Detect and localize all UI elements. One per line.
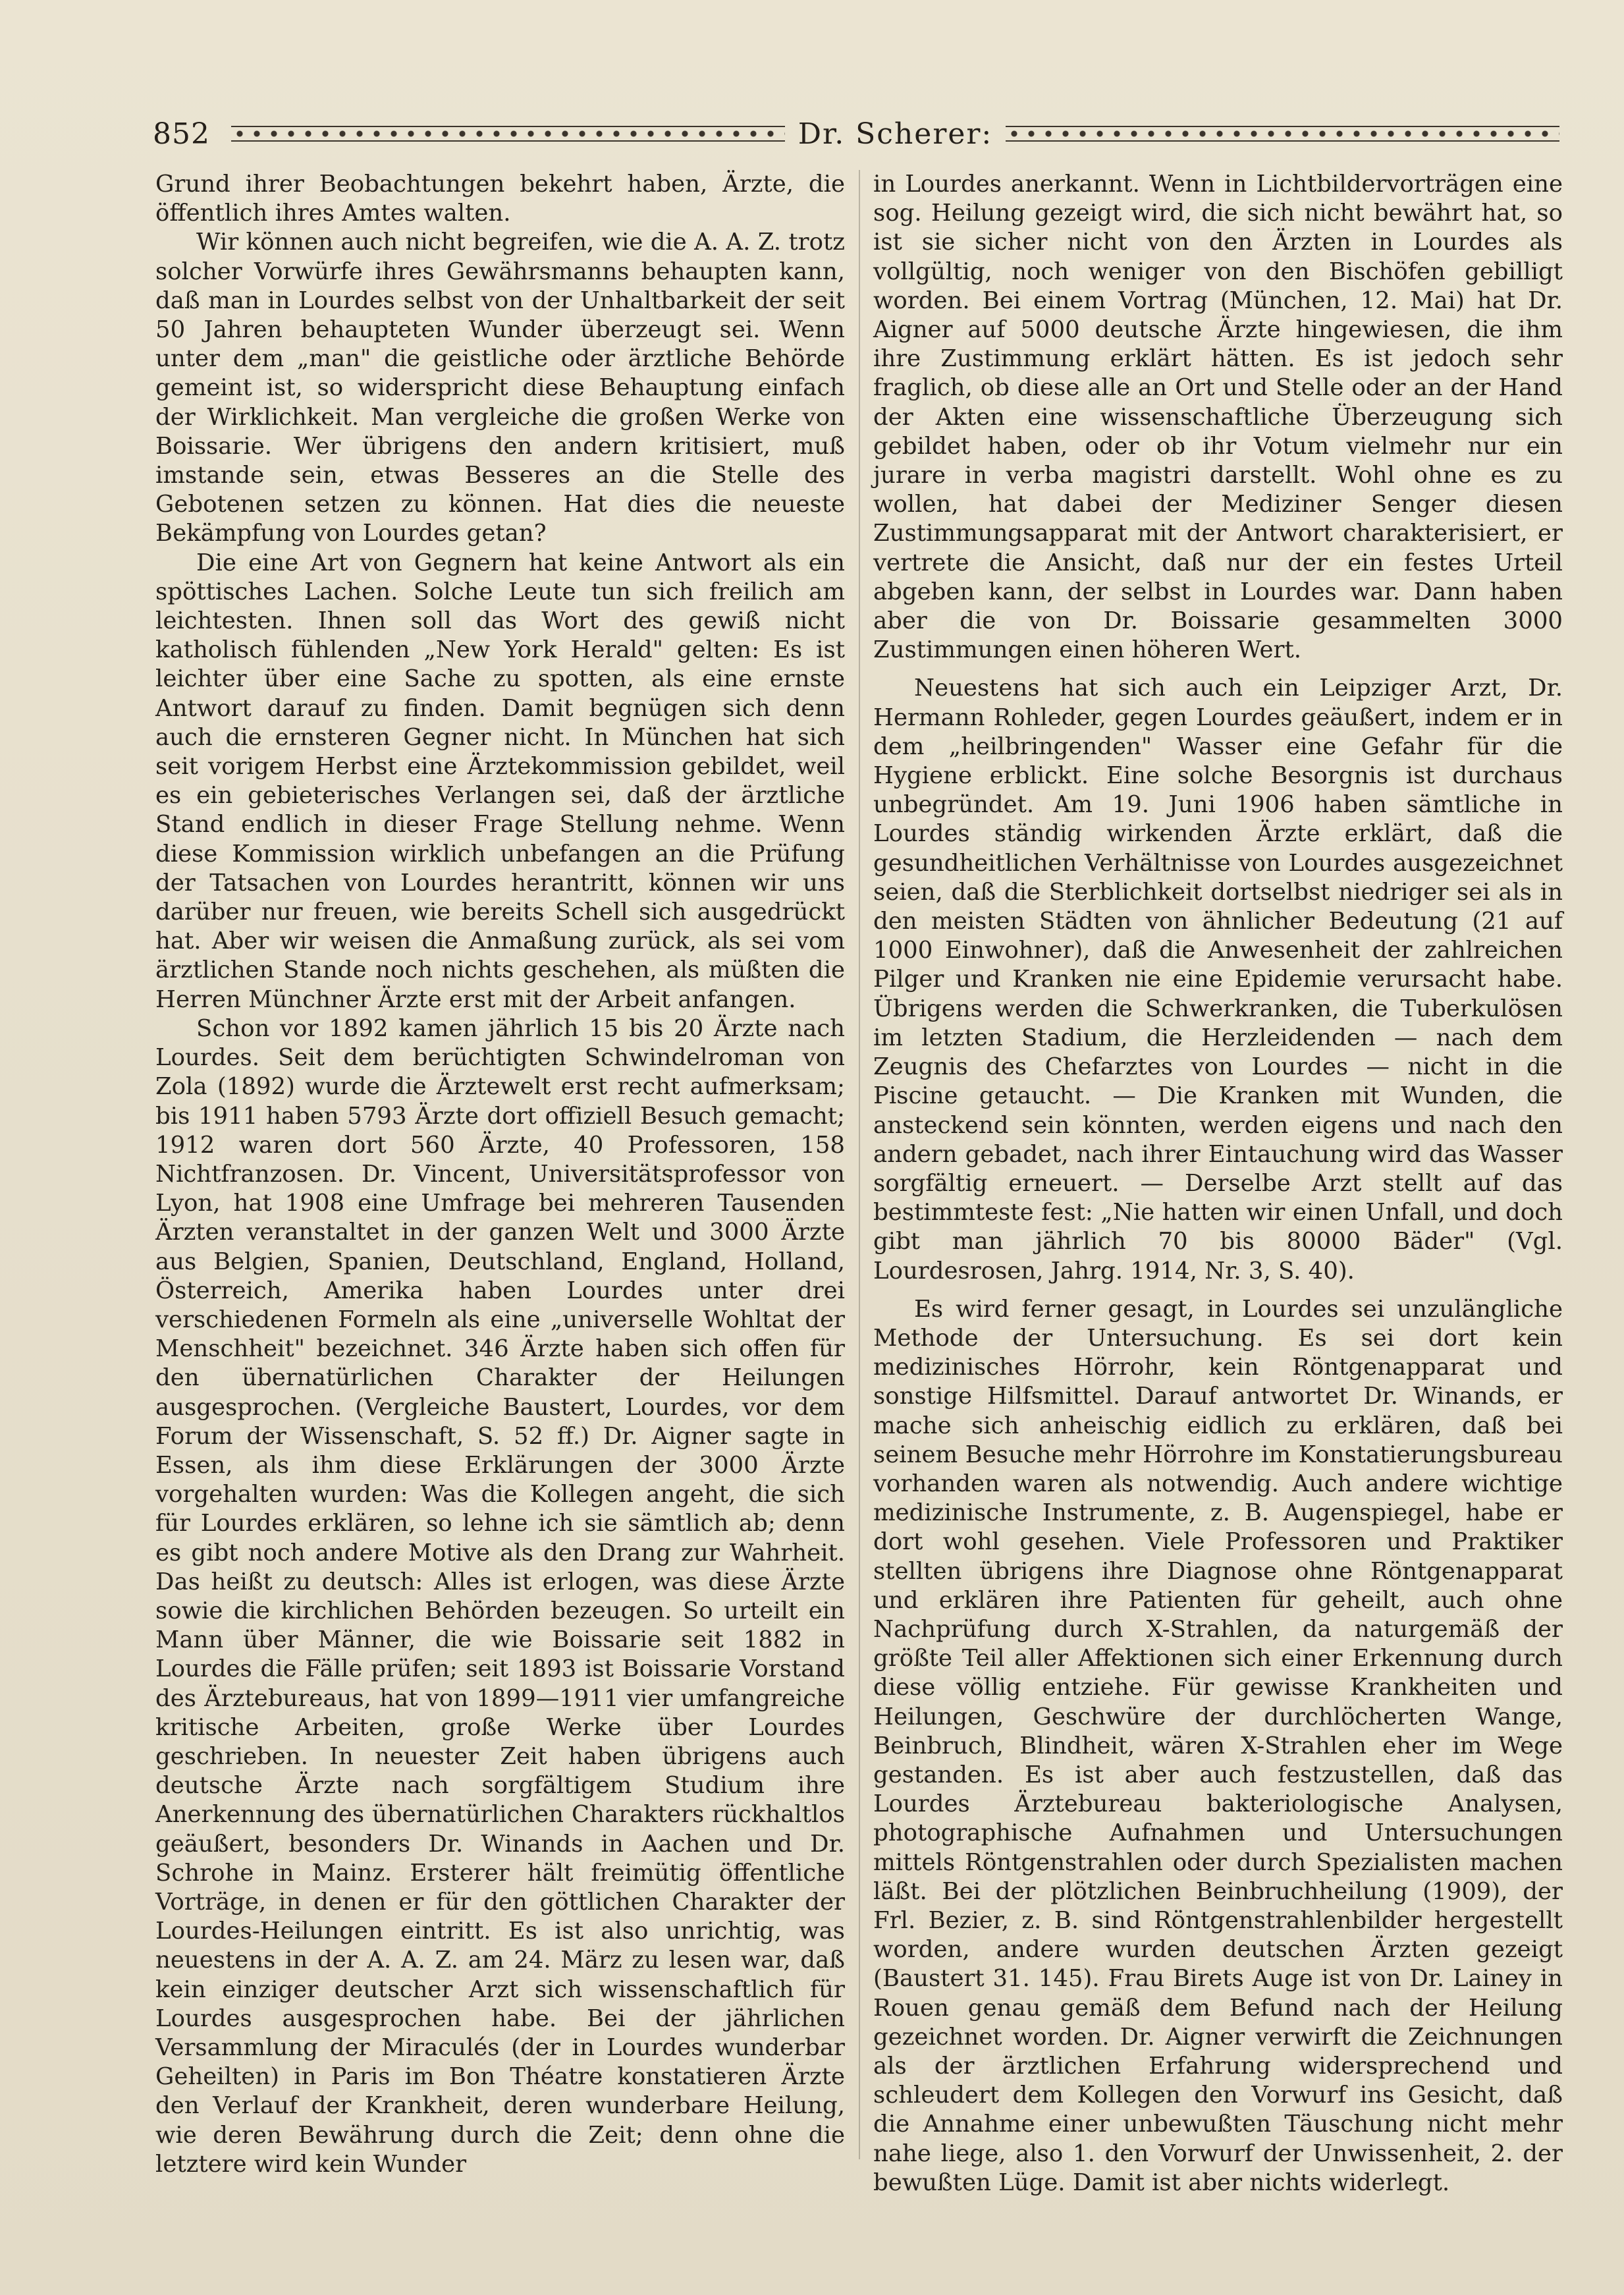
paragraph: Wir können auch nicht begreifen, wie die A. A. Z. trotz solcher Vorwürfe ihres Gewährsmanns behaupten kann, daß man in Lourdes selbst von der Unhaltbarkeit der seit 50 Jahren behaupteten Wunder überzeugt sei. Wenn unter dem „man" die geistliche oder ärztliche Behörde gemeint ist, so widerspricht diese Behauptung einfach der Wirklichkeit. Man vergleiche die großen Werke von Boissarie. Wer übrigens den andern kritisiert, muß imstande sein, etwas Besseres an die Stelle des Gebotenen setzen zu können. Hat dies die neueste Bekämpfung von Lourdes getan? xyxy=(155,229,845,547)
paragraph: Die eine Art von Gegnern hat keine Antwort als ein spöttisches Lachen. Solche Leute tun sich freilich am leichtesten. Ihnen soll das Wort des gewiß nicht katholisch fühlenden „New York Herald" gelten: Es ist leichter über eine Sache zu spotten, als eine ernste Antwort darauf zu finden. Damit begnügen sich denn auch die ernsteren Gegner nicht. In München hat sich seit vorigem Herbst eine Ärztekommission gebildet, weil es ein gebieterisches Verlangen sei, daß der ärztliche Stand endlich in dieser Frage Stellung nehme. Wenn diese Kommission wirklich unbefangen an die Prüfung der Tatsachen von Lourdes herantritt, können wir uns darüber nur freuen, wie bereits Schell sich ausgedrückt hat. Aber wir weisen die Anmaßung zurück, als sei vom ärztlichen Stande noch nichts geschehen, als müßten die Herren Münchner Ärzte erst mit der Arbeit anfangen. xyxy=(155,549,845,1013)
paragraph: Grund ihrer Beobachtungen bekehrt haben, Ärzte, die öffentlich ihres Amtes walten. xyxy=(155,171,845,227)
ornament-rule-right xyxy=(1006,126,1559,142)
running-header xyxy=(153,111,1569,157)
left-column xyxy=(155,170,845,2179)
column-divider xyxy=(859,170,860,2159)
paragraph: in Lourdes anerkannt. Wenn in Lichtbildervorträgen eine sog. Heilung gezeigt wird, die sich nicht bewährt hat, so ist sie sicher nicht von den Ärzten in Lourdes als vollgültig, noch weniger von den Bischöfen gebilligt worden. Bei einem Vortrag (München, 12. Mai) hat Dr. Aigner auf 5000 deutsche Ärzte hingewiesen, die ihm ihre Zustimmung erklärt hätten. Es ist jedoch sehr fraglich, ob diese alle an Ort und Stelle oder an der Hand der Akten eine wissenschaftliche Überzeugung sich gebildet haben, oder ob ihr Votum vielmehr nur ein jurare in verba magistri darstellt. Wohl ohne es zu wollen, hat dabei der Mediziner Senger diesen Zustimmungsapparat mit der Antwort charakterisiert, er vertrete die Ansicht, daß nur der ein festes Urteil abgeben kann, der selbst in Lourdes war. Dann haben aber die von Dr. Boissarie gesammelten 3000 Zustimmungen einen höheren Wert. xyxy=(873,171,1563,664)
right-column xyxy=(873,170,1563,2198)
page-number: 852 xyxy=(153,117,210,151)
ornament-rule-left xyxy=(231,126,785,142)
paragraph: Schon vor 1892 kamen jährlich 15 bis 20 Ärzte nach Lourdes. Seit dem berüchtigten Schwindelroman von Zola (1892) wurde die Ärztewelt erst recht aufmerksam; bis 1911 haben 5793 Ärzte dort offiziell Besuch gemacht; 1912 waren dort 560 Ärzte, 40 Professoren, 158 Nichtfranzosen. Dr. Vincent, Universitätsprofessor von Lyon, hat 1908 eine Umfrage bei mehreren Tausenden Ärzten veranstaltet in der ganzen Welt und 3000 Ärzte aus Belgien, Spanien, Deutschland, England, Holland, Österreich, Amerika haben Lourdes unter drei verschiedenen Formeln als eine „universelle Wohltat der Menschheit" bezeichnet. 346 Ärzte haben sich offen für den übernatürlichen Charakter der Heilungen ausgesprochen. (Vergleiche Baustert, Lourdes, vor dem Forum der Wissenschaft, S. 52 ff.) Dr. Aigner sagte in Essen, als ihm diese Erklärungen der 3000 Ärzte vorgehalten wurden: Was die Kollegen angeht, die sich für Lourdes erklären, so lehne ich sie sämtlich ab; denn es gibt noch andere Motive als den Drang zur Wahrheit. Das heißt zu deutsch: Alles ist erlogen, was diese Ärzte sowie die kirchlichen Behörden bezeugen. So urteilt ein Mann über Männer, die wie Boissarie seit 1882 in Lourdes die Fälle prüfen; seit 1893 ist Boissarie Vorstand des Ärztebureaus, hat von 1899—1911 vier umfangreiche kritische Arbeiten, große Werke über Lourdes geschrieben. In neuester Zeit haben übrigens auch deutsche Ärzte nach sorgfältigem Studium ihre Anerkennung des übernatürlichen Charakters rückhaltlos geäußert, besonders Dr. Winands in Aachen und Dr. Schrohe in Mainz. Ersterer hält freimütig öffentliche Vorträge, in denen er für den göttlichen Charakter der Lourdes-Heilungen eintritt. Es ist also unrichtig, was neuestens in der A. A. Z. am 24. März zu lesen war, daß kein einziger deutscher Arzt sich wissenschaftlich für Lourdes ausgesprochen habe. Bei der jährlichen Versammlung der Miraculés (der in Lourdes wunderbar Geheilten) in Paris im Bon Théatre konstatieren Ärzte den Verlauf der Krankheit, deren wunderbare Heilung, wie deren Bewährung durch die Zeit; denn ohne die letztere wird kein Wunder xyxy=(155,1014,845,2178)
running-head-author: Dr. Scherer: xyxy=(798,117,993,151)
paragraph: Neuestens hat sich auch ein Leipziger Arzt, Dr. Hermann Rohleder, gegen Lourdes geäußert, indem er in dem „heilbringenden" Wasser eine Gefahr für die Hygiene erblickt. Eine solche Besorgnis ist durchaus unbegründet. Am 19. Juni 1906 haben sämtliche in Lourdes ständig wirkenden Ärzte erklärt, daß die gesundheitlichen Verhältnisse von Lourdes ausgezeichnet seien, daß die Sterblichkeit dortselbst niedriger sei als in den meisten Städten von ähnlicher Bedeutung (21 auf 1000 Einwohner), daß die Anwesenheit der zahlreichen Pilger und Kranken nie eine Epidemie verursacht habe. Übrigens werden die Schwerkranken, die Tuberkulösen im letzten Stadium, die Herzleidenden — nach dem Zeugnis des Chefarztes von Lourdes — nicht in die Piscine getaucht. — Die Kranken mit Wunden, die ansteckend sein könnten, werden eigens und nach den andern gebadet, nach ihrer Eintauchung wird das Wasser sorgfältig erneuert. — Derselbe Arzt stellt auf das bestimmteste fest: „Nie hatten wir einen Unfall, und doch gibt man jährlich 70 bis 80000 Bäder" (Vgl. Lourdesrosen, Jahrg. 1914, Nr. 3, S. 40). xyxy=(873,675,1563,1285)
paragraph: Es wird ferner gesagt, in Lourdes sei unzulängliche Methode der Untersuchung. Es sei dort kein medizinisches Hörrohr, kein Röntgenapparat und sonstige Hilfsmittel. Darauf antwortet Dr. Winands, er mache sich anheischig eidlich zu erklären, daß bei seinem Besuche mehr Hörrohre im Konstatierungsbureau vorhanden waren als notwendig. Auch andere wichtige medizinische Instrumente, z. B. Augenspiegel, habe er dort wohl gesehen. Viele Professoren und Praktiker stellten übrigens ihre Diagnose ohne Röntgenapparat und erklären ihre Patienten für geheilt, auch ohne Nachprüfung durch X-Strahlen, da naturgemäß der größte Teil aller Affektionen sich einer Erkennung durch diese völlig entziehe. Für gewisse Krankheiten und Heilungen, Geschwüre der durchlöcherten Wange, Beinbruch, Blindheit, wären X-Strahlen eher im Wege gestanden. Es ist aber auch festzustellen, daß das Lourdes Ärztebureau bakteriologische Analysen, photographische Aufnahmen und Untersuchungen mittels Röntgenstrahlen oder durch Spezialisten machen läßt. Bei der plötzlichen Beinbruchheilung (1909), der Frl. Bezier, z. B. sind Röntgenstrahlenbilder hergestellt worden, andere wurden deutschen Ärzten gezeigt (Baustert 31. 145). Frau Birets Auge ist von Dr. Lainey in Rouen genau gemäß dem Befund nach der Heilung gezeichnet worden. Dr. Aigner verwirft die Zeichnungen als der ärztlichen Erfahrung widersprechend und schleudert dem Kollegen den Vorwurf ins Gesicht, daß die Annahme einer unbewußten Täuschung nicht mehr nahe liege, also 1. den Vorwurf der Unwissenheit, 2. der bewußten Lüge. Damit ist aber nichts widerlegt. xyxy=(873,1295,1563,2196)
